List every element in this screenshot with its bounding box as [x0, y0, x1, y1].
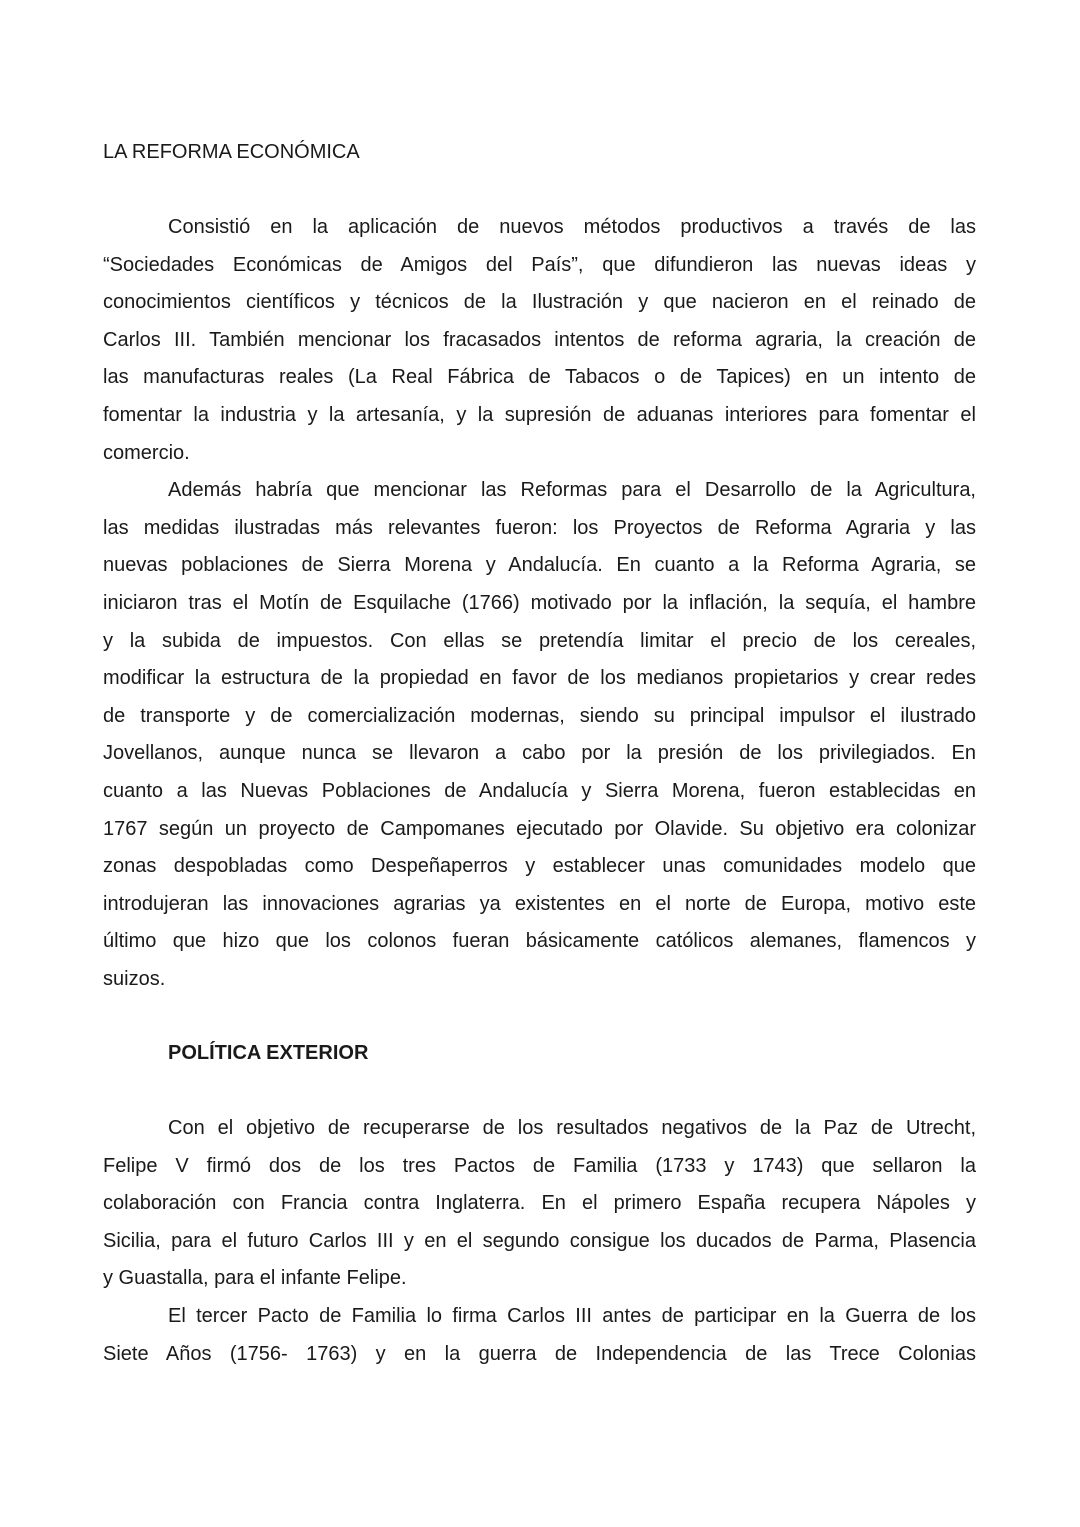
text-line: modificar la estructura de la propiedad en favor de los medianos propietarios y crear redes [103, 667, 976, 690]
text-line: Siete Años (1756- 1763) y en la guerra de Independencia de las Trece Colonias [103, 1342, 976, 1365]
text-line: comercio. [103, 441, 190, 464]
section-body-reforma-economica [103, 209, 976, 998]
text-line: las medidas ilustradas más relevantes fueron: los Proyectos de Reforma Agraria y las [103, 516, 976, 539]
text-line: introdujeran las innovaciones agrarias ya existentes en el norte de Europa, motivo este [103, 892, 976, 915]
text-line: las manufacturas reales (La Real Fábrica de Tabacos o de Tapices) en un intento de [103, 366, 976, 389]
text-line: Además habría que mencionar las Reformas para el Desarrollo de la Agricultura, [168, 479, 976, 502]
text-line: nuevas poblaciones de Sierra Morena y Andalucía. En cuanto a la Reforma Agraria, se [103, 554, 976, 577]
paragraph [103, 1298, 976, 1373]
section-heading-politica-exterior: POLÍTICA EXTERIOR [168, 1042, 369, 1064]
text-line: El tercer Pacto de Familia lo firma Carlos III antes de participar en la Guerra de los [168, 1304, 976, 1327]
text-line: Con el objetivo de recuperarse de los resultados negativos de la Paz de Utrecht, [168, 1117, 976, 1139]
text-line: 1767 según un proyecto de Campomanes ejecutado por Olavide. Su objetivo era colonizar [103, 817, 976, 840]
text-line: Consistió en la aplicación de nuevos métodos productivos a través de las [168, 216, 976, 238]
text-line: Felipe V firmó dos de los tres Pactos de Familia (1733 y 1743) que sellaron la [103, 1154, 976, 1177]
section-body-politica-exterior [103, 1110, 976, 1373]
text-line: fomentar la industria y la artesanía, y la supresión de aduanas interiores para fomentar el [103, 403, 976, 426]
text-line: colaboración con Francia contra Inglaterra. En el primero España recupera Nápoles y [103, 1192, 976, 1215]
text-line: último que hizo que los colonos fueran básicamente católicos alemanes, flamencos y [103, 930, 976, 953]
text-line: suizos. [103, 967, 166, 990]
text-line: “Sociedades Económicas de Amigos del País”, que difundieron las nuevas ideas y [103, 253, 976, 276]
text-line: conocimientos científicos y técnicos de la Ilustración y que nacieron en el reinado de [103, 291, 976, 314]
text-line: zonas despobladas como Despeñaperros y establecer unas comunidades modelo que [103, 855, 976, 878]
text-line: y la subida de impuestos. Con ellas se pretendía limitar el precio de los cereales, [103, 629, 976, 652]
section-heading-reforma-economica: LA REFORMA ECONÓMICA [103, 141, 360, 163]
text-line: cuanto a las Nuevas Poblaciones de Andalucía y Sierra Morena, fueron establecidas en [103, 779, 976, 802]
text-line: y Guastalla, para el infante Felipe. [103, 1267, 407, 1290]
text-line: iniciaron tras el Motín de Esquilache (1766) motivado por la inflación, la sequía, el hambre [103, 591, 976, 614]
text-line: de transporte y de comercialización modernas, siendo su principal impulsor el ilustrado [103, 704, 976, 727]
paragraph [103, 209, 976, 472]
text-line: Carlos III. También mencionar los fracasados intentos de reforma agraria, la creación de [103, 328, 976, 351]
text-line: Jovellanos, aunque nunca se llevaron a cabo por la presión de los privilegiados. En [103, 742, 976, 765]
text-line: Sicilia, para el futuro Carlos III y en el segundo consigue los ducados de Parma, Plasencia [103, 1229, 976, 1252]
paragraph [103, 1110, 976, 1298]
paragraph [103, 472, 976, 998]
